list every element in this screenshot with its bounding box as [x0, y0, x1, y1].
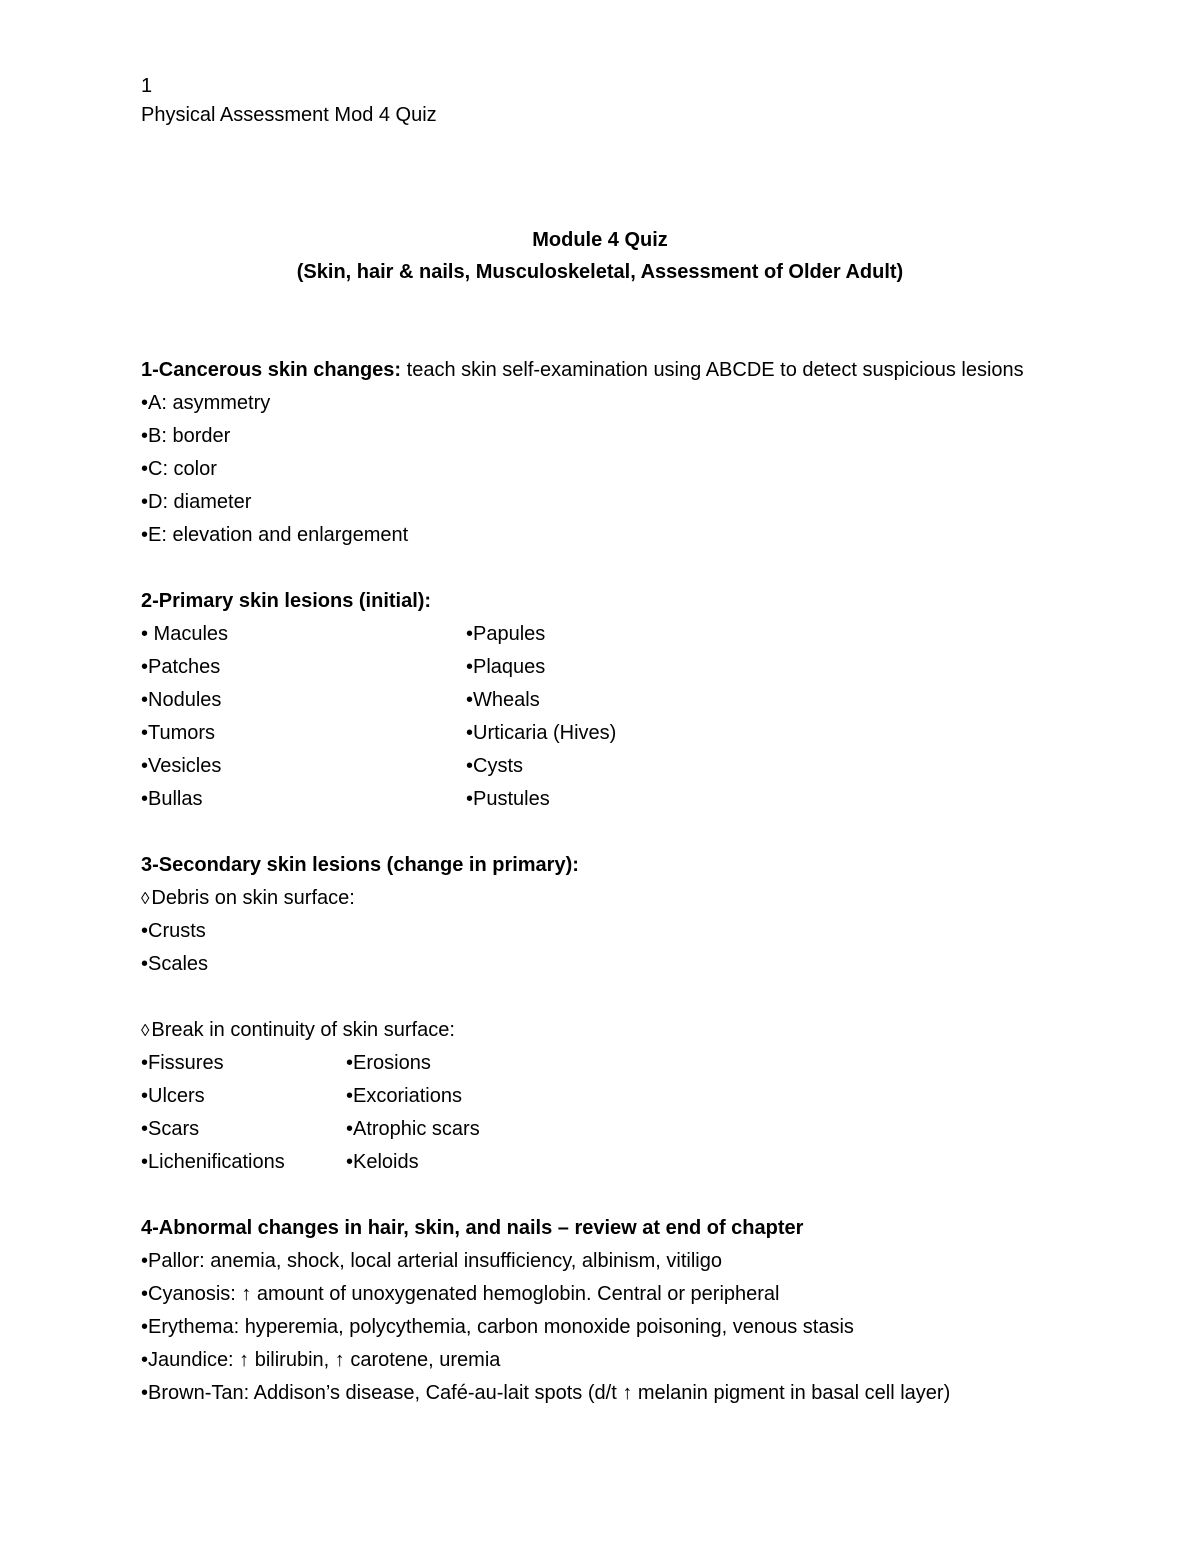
list-item: •Vesicles	[141, 755, 222, 777]
list-item: •B: border	[141, 425, 231, 447]
list-item: •Plaques	[466, 656, 546, 678]
list-item: •Bullas	[141, 788, 203, 810]
list-row	[141, 1146, 1141, 1179]
page-number: 1	[141, 75, 153, 97]
list-item: •Pallor: anemia, shock, local arterial insufficiency, albinism, vitiligo	[141, 1250, 722, 1272]
list-item: • Macules	[141, 623, 229, 645]
section-1-heading: 1-Cancerous skin changes:	[141, 359, 402, 381]
list-item: •Cysts	[466, 755, 524, 777]
list-item: •Brown-Tan: Addison’s disease, Café-au-lait spots (d/t ↑ melanin pigment in basal cell layer)	[141, 1382, 951, 1404]
list-item: •Papules	[466, 623, 546, 645]
list-item: •Cyanosis: ↑ amount of unoxygenated hemoglobin. Central or peripheral	[141, 1283, 780, 1305]
list-row	[141, 1080, 1141, 1113]
list-item: •Ulcers	[141, 1085, 205, 1107]
list-item: •D: diameter	[141, 491, 252, 513]
list-item: •Tumors	[141, 722, 216, 744]
list-item: •E: elevation and enlargement	[141, 524, 409, 546]
list-item: •Patches	[141, 656, 221, 678]
section-2-heading: 2-Primary skin lesions (initial):	[141, 590, 432, 612]
list-row	[141, 684, 1141, 717]
list-item: •Urticaria (Hives)	[466, 722, 617, 744]
diamond-icon: ◊	[141, 889, 150, 908]
list-item: •Crusts	[141, 920, 206, 942]
quiz-content	[141, 354, 1141, 1410]
diamond-icon: ◊	[141, 1021, 150, 1040]
list-item: •Nodules	[141, 689, 222, 711]
list-item: •Scales	[141, 953, 209, 975]
list-item: •Jaundice: ↑ bilirubin, ↑ carotene, uremia	[141, 1349, 501, 1371]
list-item: •Scars	[141, 1118, 200, 1140]
debris-label-line	[141, 882, 1141, 915]
page-header	[141, 72, 437, 130]
document-title: Physical Assessment Mod 4 Quiz	[141, 104, 437, 126]
list-row	[141, 618, 1141, 651]
break-label: Break in continuity of skin surface:	[151, 1019, 455, 1041]
section-3-heading: 3-Secondary skin lesions (change in primary):	[141, 854, 579, 876]
list-item: •Fissures	[141, 1052, 224, 1074]
list-row	[141, 1047, 1141, 1080]
list-item: •Atrophic scars	[346, 1118, 480, 1140]
section-1-heading-line	[141, 354, 1141, 387]
section-1-text: teach skin self-examination using ABCDE to detect suspicious lesions	[401, 359, 1024, 381]
list-row	[141, 651, 1141, 684]
list-item: •Pustules	[466, 788, 550, 810]
list-item: •A: asymmetry	[141, 392, 271, 414]
list-row	[141, 1113, 1141, 1146]
list-item: •Erosions	[346, 1052, 431, 1074]
list-item: •Erythema: hyperemia, polycythemia, carbon monoxide poisoning, venous stasis	[141, 1316, 854, 1338]
list-row	[141, 783, 1141, 816]
list-row	[141, 717, 1141, 750]
list-item: •C: color	[141, 458, 217, 480]
debris-label: Debris on skin surface:	[151, 887, 355, 909]
list-item: •Excoriations	[346, 1085, 462, 1107]
break-label-line	[141, 1014, 1141, 1047]
section-4-heading: 4-Abnormal changes in hair, skin, and nails – review at end of chapter	[141, 1217, 804, 1239]
quiz-title: Module 4 Quiz	[532, 229, 668, 251]
list-item: •Keloids	[346, 1151, 419, 1173]
list-item: •Wheals	[466, 689, 540, 711]
list-item: •Lichenifications	[141, 1151, 285, 1173]
quiz-title-block	[0, 224, 1200, 288]
list-row	[141, 750, 1141, 783]
quiz-subtitle: (Skin, hair & nails, Musculoskeletal, Assessment of Older Adult)	[296, 261, 904, 283]
